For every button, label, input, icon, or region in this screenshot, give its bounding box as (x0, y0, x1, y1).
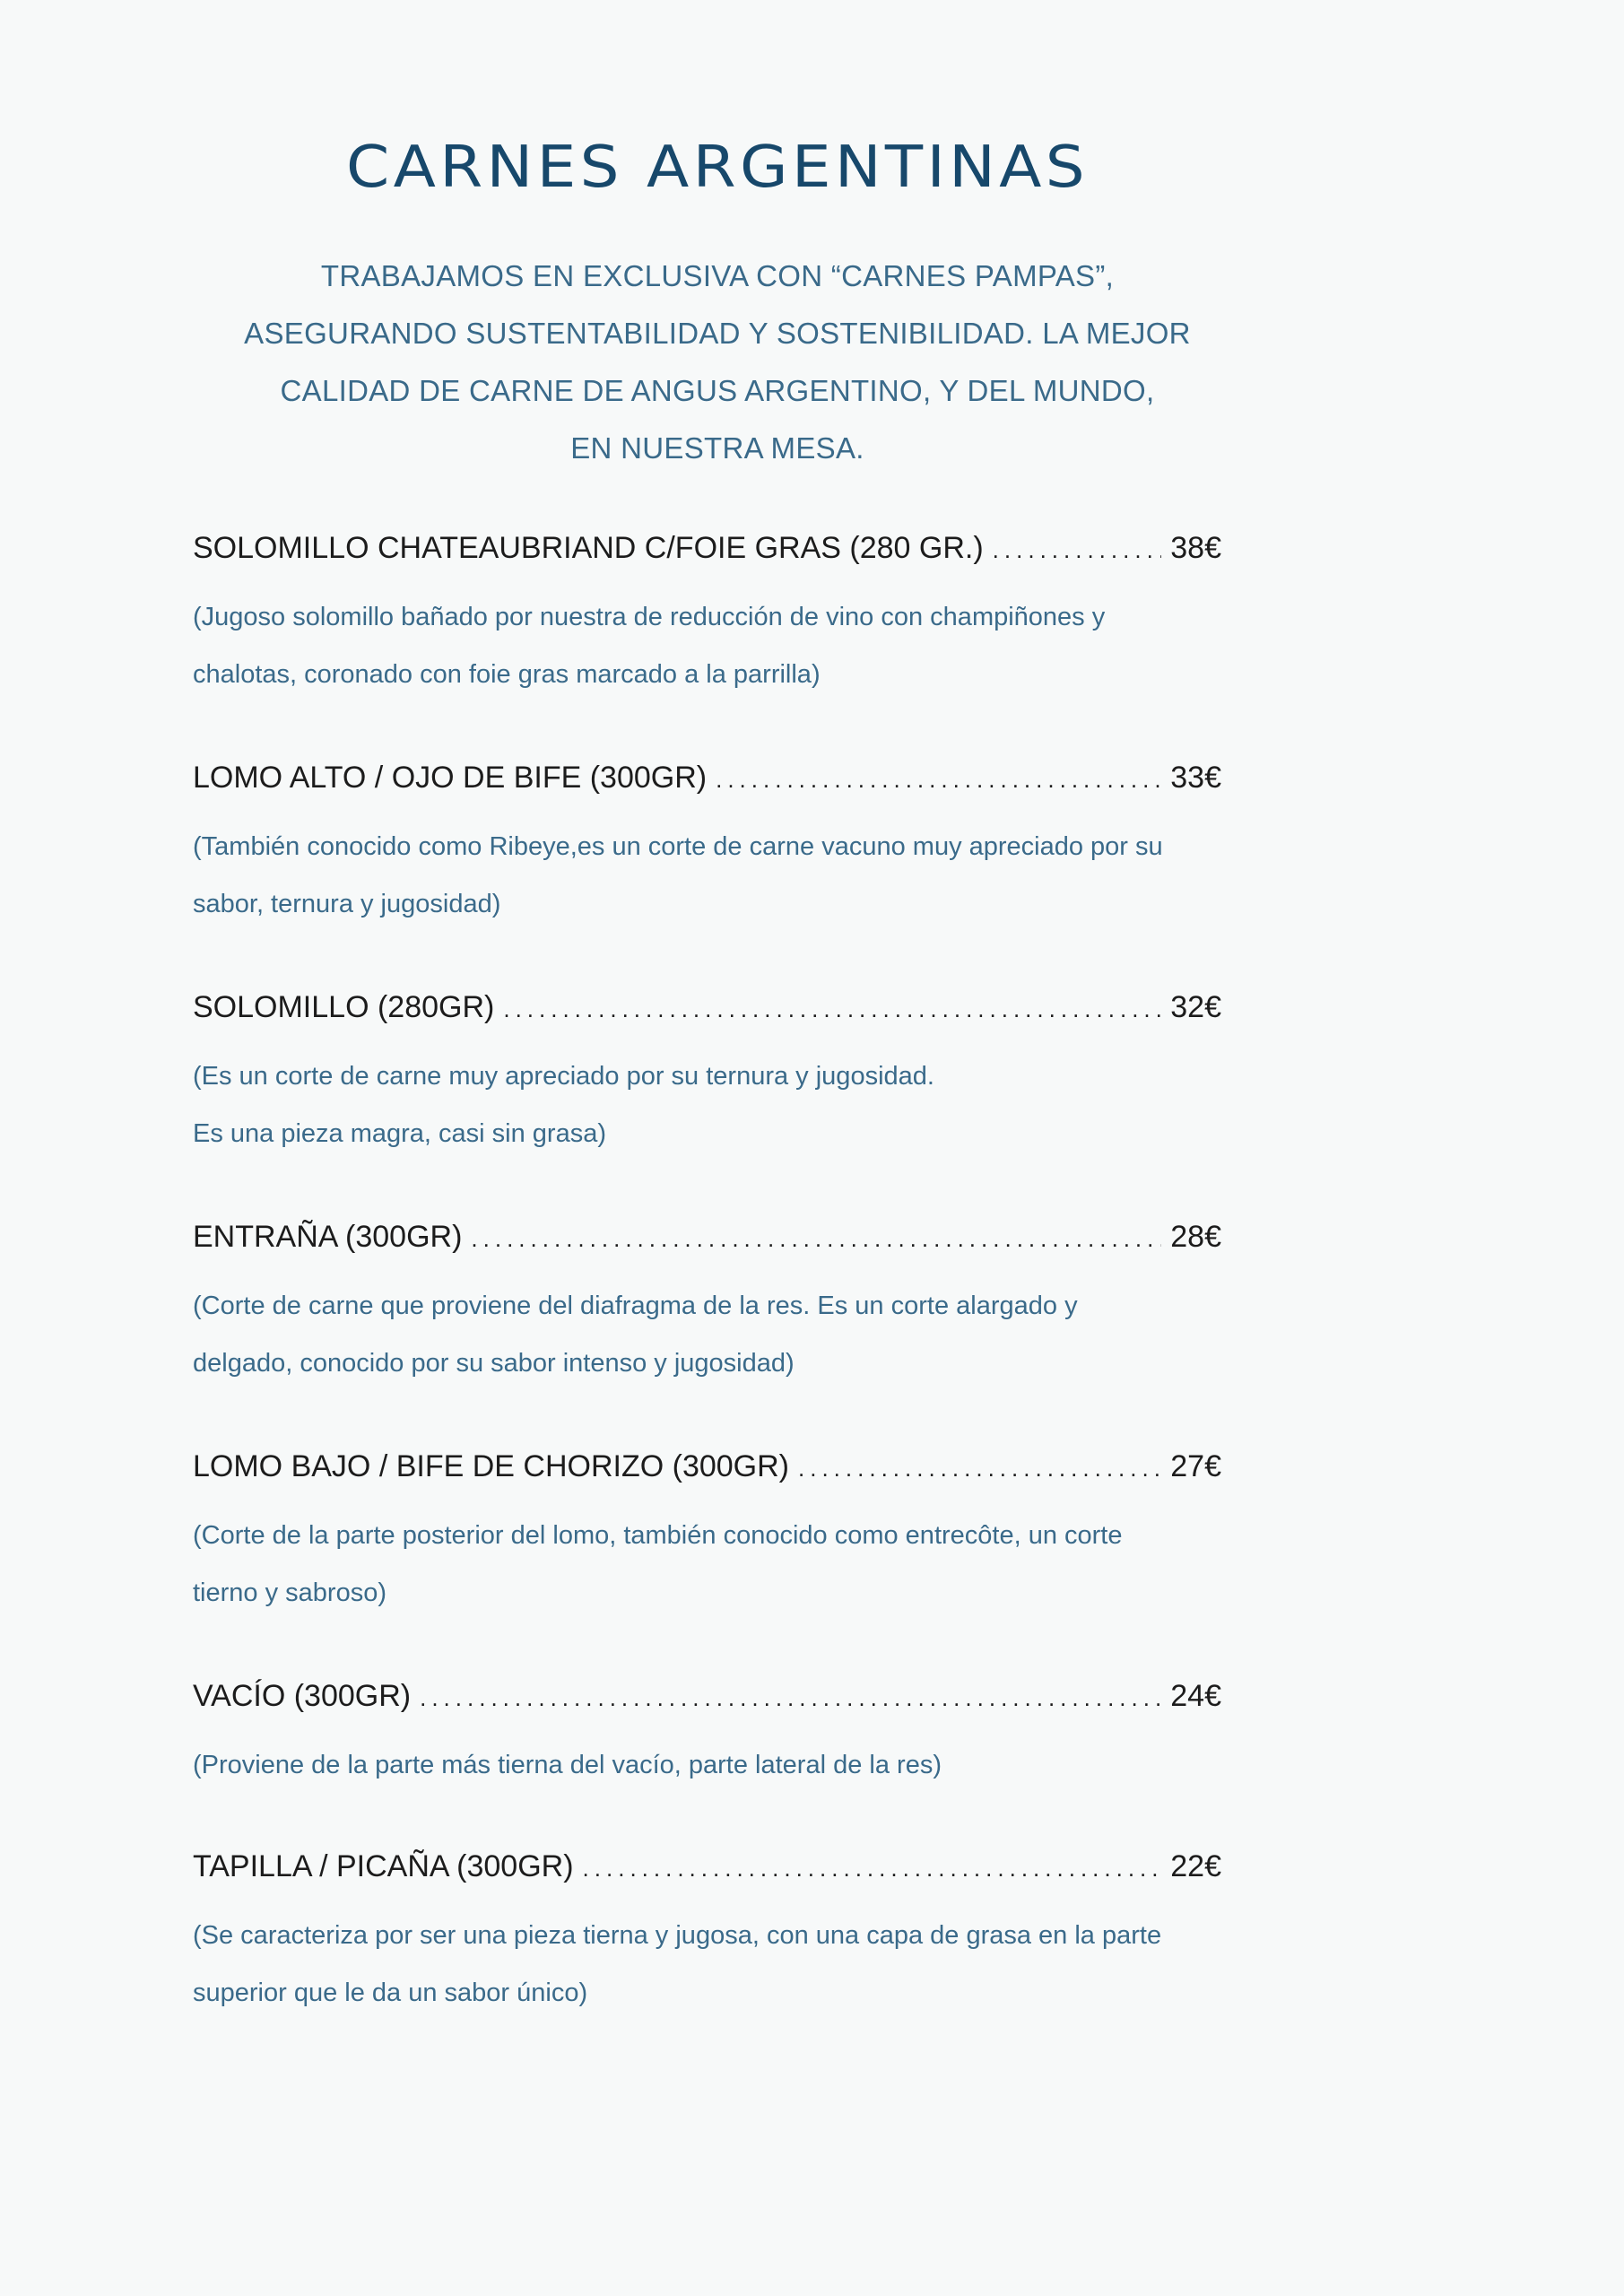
menu-item-name: SOLOMILLO CHATEAUBRIAND C/FOIE GRAS (280 GR.) (193, 531, 984, 565)
menu-item-line (193, 531, 1221, 588)
dot-leader (471, 1225, 1161, 1253)
dot-leader (503, 996, 1161, 1023)
menu-item-description (193, 1736, 1221, 1794)
menu-item-line (193, 1849, 1221, 1907)
menu-item-name: SOLOMILLO (280GR) (193, 990, 495, 1024)
menu-item-price: 22€ (1170, 1849, 1221, 1883)
menu-item-price: 38€ (1170, 531, 1221, 565)
menu-item (193, 1679, 1221, 1849)
description-line: (Corte de carne que proviene del diafragma de la res. Es un corte alargado y (193, 1292, 1078, 1320)
menu-item-line (193, 1679, 1221, 1736)
menu-items-list (193, 531, 1221, 2079)
description-line: superior que le da un sabor único) (193, 1979, 588, 2007)
menu-item-price: 27€ (1170, 1449, 1221, 1483)
menu-item-name: VACÍO (300GR) (193, 1679, 412, 1713)
menu-item-price: 33€ (1170, 761, 1221, 795)
menu-item (193, 1449, 1221, 1679)
menu-title: CARNES ARGENTINAS (346, 135, 1089, 201)
description-line: delgado, conocido por su sabor intenso y jugosidad) (193, 1349, 795, 1378)
description-line: (También conocido como Ribeye,es un corte de carne vacuno muy apreciado por su (193, 832, 1163, 861)
menu-item (193, 990, 1221, 1220)
intro-line: ASEGURANDO SUSTENTABILIDAD Y SOSTENIBILIDAD. LA MEJOR (244, 317, 1191, 350)
menu-item-price: 32€ (1170, 990, 1221, 1024)
menu-item-price: 28€ (1170, 1220, 1221, 1254)
dot-leader (583, 1855, 1162, 1883)
description-line: Es una pieza magra, casi sin grasa) (193, 1119, 606, 1148)
menu-item (193, 761, 1221, 990)
menu-item-line (193, 990, 1221, 1048)
menu-item-description (193, 818, 1221, 933)
dot-leader (798, 1455, 1161, 1483)
intro-line: TRABAJAMOS EN EXCLUSIVA CON “CARNES PAMPAS”, (320, 259, 1115, 292)
dot-leader (993, 536, 1162, 564)
dot-leader (716, 766, 1161, 794)
description-line: (Proviene de la parte más tierna del vacío, parte lateral de la res) (193, 1751, 942, 1779)
description-line: (Es un corte de carne muy apreciado por su ternura y jugosidad. (193, 1062, 934, 1091)
menu-item-name: TAPILLA / PICAÑA (300GR) (193, 1849, 574, 1883)
menu-item-name: LOMO BAJO / BIFE DE CHORIZO (300GR) (193, 1449, 789, 1483)
menu-item-name: ENTRAÑA (300GR) (193, 1220, 463, 1254)
intro-line: EN NUESTRA MESA. (570, 431, 864, 465)
menu-item-description (193, 588, 1221, 703)
menu-item-description (193, 1048, 1221, 1162)
description-line: chalotas, coronado con foie gras marcado a la parrilla) (193, 660, 821, 689)
description-line: tierno y sabroso) (193, 1578, 386, 1607)
description-line: (Se caracteriza por ser una pieza tierna y jugosa, con una capa de grasa en la parte (193, 1921, 1162, 1950)
description-line: (Jugoso solomillo bañado por nuestra de reducción de vino con champiñones y (193, 603, 1106, 631)
menu-item (193, 1849, 1221, 2079)
dot-leader (420, 1684, 1161, 1712)
menu-item-line (193, 761, 1221, 818)
intro-text (161, 248, 1273, 477)
description-line: (Corte de la parte posterior del lomo, también conocido como entrecôte, un corte (193, 1521, 1123, 1550)
menu-item-price: 24€ (1170, 1679, 1221, 1713)
menu-item-line (193, 1220, 1221, 1277)
intro-line: CALIDAD DE CARNE DE ANGUS ARGENTINO, Y DEL MUNDO, (280, 374, 1155, 407)
menu-item-name: LOMO ALTO / OJO DE BIFE (300GR) (193, 761, 708, 795)
description-line: sabor, ternura y jugosidad) (193, 890, 501, 918)
menu-item (193, 1220, 1221, 1449)
menu-item (193, 531, 1221, 761)
menu-item-description (193, 1907, 1221, 2022)
menu-item-description (193, 1507, 1221, 1622)
menu-item-description (193, 1277, 1221, 1392)
menu-item-line (193, 1449, 1221, 1507)
